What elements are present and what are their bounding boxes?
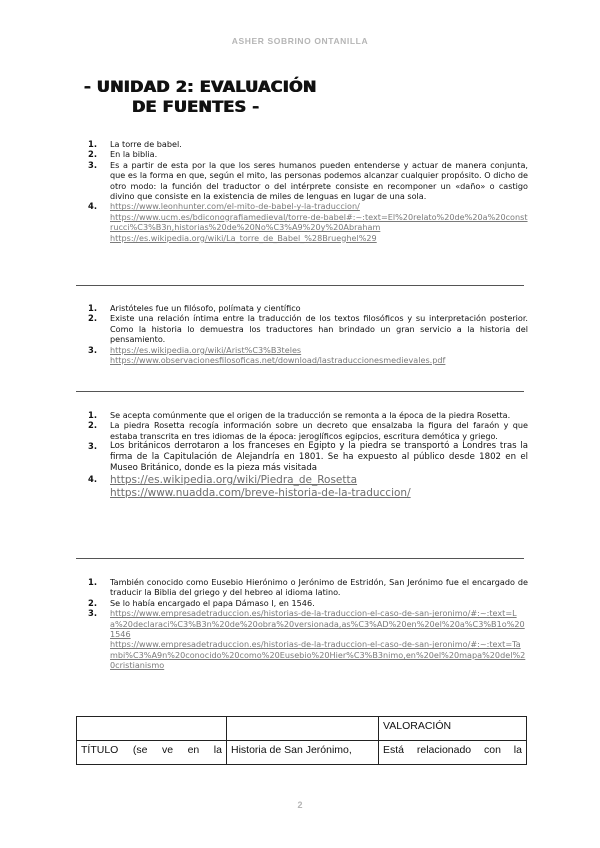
evaluation-table	[76, 716, 527, 765]
list-item: 3. Los británicos derrotaron a los franceses en Egipto y la piedra se transportó a Londres tras la firma de la Capitulación de Alejandría en 1801. Se ha expuesto al público desde 1802 en el Museo Británico, donde es la pieza más visitada	[88, 441, 528, 474]
list-item: 4. https://www.leonhunter.com/el-mito-de-babel-y-la-traduccion/ https://www.ucm.es/bdiconografiamedieval/torre-de-babel#:~:text=El%20relato%20de%20a%20construcci%C3%B3n,historias%20de%20No%C3%A9%20y%20Abraham https://es.wikipedia.org/wiki/La_torre_de_Babel_%28Brueghel%29	[88, 201, 528, 243]
table-header-valoracion: VALORACIÓN	[379, 717, 527, 741]
unit-title	[84, 77, 317, 117]
source-link[interactable]: https://www.nuadda.com/breve-historia-de-la-traduccion/	[110, 487, 411, 500]
list-item: 1. Se acepta comúnmente que el origen de la traducción se remonta a la época de la piedra Rosetta.	[88, 410, 511, 420]
source-link[interactable]: https://www.empresadetraduccion.es/historias-de-la-traduccion-el-caso-de-san-jeronimo/#:~:text=Tambi%C3%A9n%20conocido%20como%20Eusebio%20Hier%C3%B3nimo,en%20el%20mapa%20del%20cristianismo	[110, 639, 526, 671]
section-divider	[76, 558, 524, 559]
table-cell	[227, 717, 379, 741]
source-link[interactable]: https://www.observacionesfilosoficas.net/download/lastraduccionesmedievales.pdf	[110, 355, 446, 366]
list-item: 4. https://es.wikipedia.org/wiki/Piedra_de_Rosetta https://www.nuadda.com/breve-historia-de-la-traduccion/	[88, 474, 528, 500]
source-link[interactable]: https://www.leonhunter.com/el-mito-de-babel-y-la-traduccion/	[110, 201, 360, 212]
table-row	[77, 741, 527, 765]
table-cell-titulo: TÍTULO (se ve en la	[77, 741, 227, 765]
source-link[interactable]: https://es.wikipedia.org/wiki/Piedra_de_Rosetta	[110, 474, 358, 487]
section-aristoteles	[88, 303, 528, 365]
source-link[interactable]: https://www.ucm.es/bdiconografiamedieval/torre-de-babel#:~:text=El%20relato%20de%20a%20construcci%C3%B3n,historias%20de%20No%C3%A9%20y%20Abraham	[110, 211, 528, 233]
page-number: 2	[297, 800, 303, 810]
section-divider	[76, 391, 524, 392]
table-cell-historia: Historia de San Jerónimo,	[227, 741, 379, 765]
list-item: 2. Se lo había encargado el papa Dámaso I, en 1546.	[88, 597, 315, 608]
section-divider	[76, 285, 524, 286]
table-row	[77, 717, 527, 741]
source-link[interactable]: https://es.wikipedia.org/wiki/Arist%C3%B3teles	[110, 344, 302, 355]
table-cell-valoracion: Está relacionado con la	[379, 741, 527, 765]
list-item: 2. La piedra Rosetta recogía información sobre un decreto que ensalzaba la figura del faraón y que estaba transcrita en tres idiomas de la época: jeroglíficos egipcios, escritura demótica y griego.	[88, 420, 528, 441]
list-item: 1. La torre de babel.	[88, 139, 182, 149]
list-item: 2. En la biblia.	[88, 149, 158, 160]
list-item: 1. También conocido como Eusebio Hierónimo o Jerónimo de Estridón, San Jerónimo fue el encargado de traducir la Biblia del griego y del hebreo al idioma latino.	[88, 577, 528, 598]
unit-title-line-1: - UNIDAD 2: EVALUACIÓN	[84, 77, 317, 96]
unit-title-line-2: DE FUENTES -	[132, 97, 260, 116]
section-rosetta	[88, 410, 528, 500]
section-san-jeronimo	[88, 577, 528, 671]
list-item: 3. https://www.empresadetraduccion.es/historias-de-la-traduccion-el-caso-de-san-jeronimo/#:~:text=La%20declaraci%C3%B3n%20de%20obra%20versionada,as%C3%AD%20en%20el%20a%C3%B1o%201546 https://www.empresadetraduccion.es/historias-de-la-traduccion-el-caso-de-san-jeronimo/#:~:text=Tambi%C3%A9n%20conocido%20como%20Eusebio%20Hier%C3%B3nimo,en%20el%20mapa%20del%20cristianismo	[88, 608, 528, 670]
section-babel	[88, 139, 528, 243]
source-link[interactable]: https://es.wikipedia.org/wiki/La_torre_de_Babel_%28Brueghel%29	[110, 232, 377, 243]
list-item: 2. Existe una relación íntima entre la traducción de los textos filosóficos y su interpretación posterior. Como la historia lo demuestra los traductores han brindado un gran servicio a la historia del pensamiento.	[88, 313, 528, 345]
document-header-author: ASHER SOBRINO ONTANILLA	[231, 36, 369, 46]
table-cell	[77, 717, 227, 741]
list-item: 3. https://es.wikipedia.org/wiki/Arist%C3%B3teles https://www.observacionesfilosoficas.net/download/lastraduccionesmedievales.pdf	[88, 345, 528, 366]
list-item: 3. Es a partir de esta por la que los seres humanos pueden entenderse y actuar de manera conjunta, que es la forma en que, según el mito, las personas podemos alcanzar cualquier propósito. O dicho de otro modo: la función del traductor o del intérprete consiste en recomponer un «daño» o castigo divino que consiste en la existencia de miles de lenguas en lugar de una sola.	[88, 159, 528, 202]
source-link[interactable]: https://www.empresadetraduccion.es/historias-de-la-traduccion-el-caso-de-san-jeronimo/#:~:text=La%20declaraci%C3%B3n%20de%20obra%20versionada,as%C3%AD%20en%20el%20a%C3%B1o%201546	[110, 608, 525, 640]
list-item: 1. Aristóteles fue un filósofo, polímata y científico	[88, 303, 301, 313]
